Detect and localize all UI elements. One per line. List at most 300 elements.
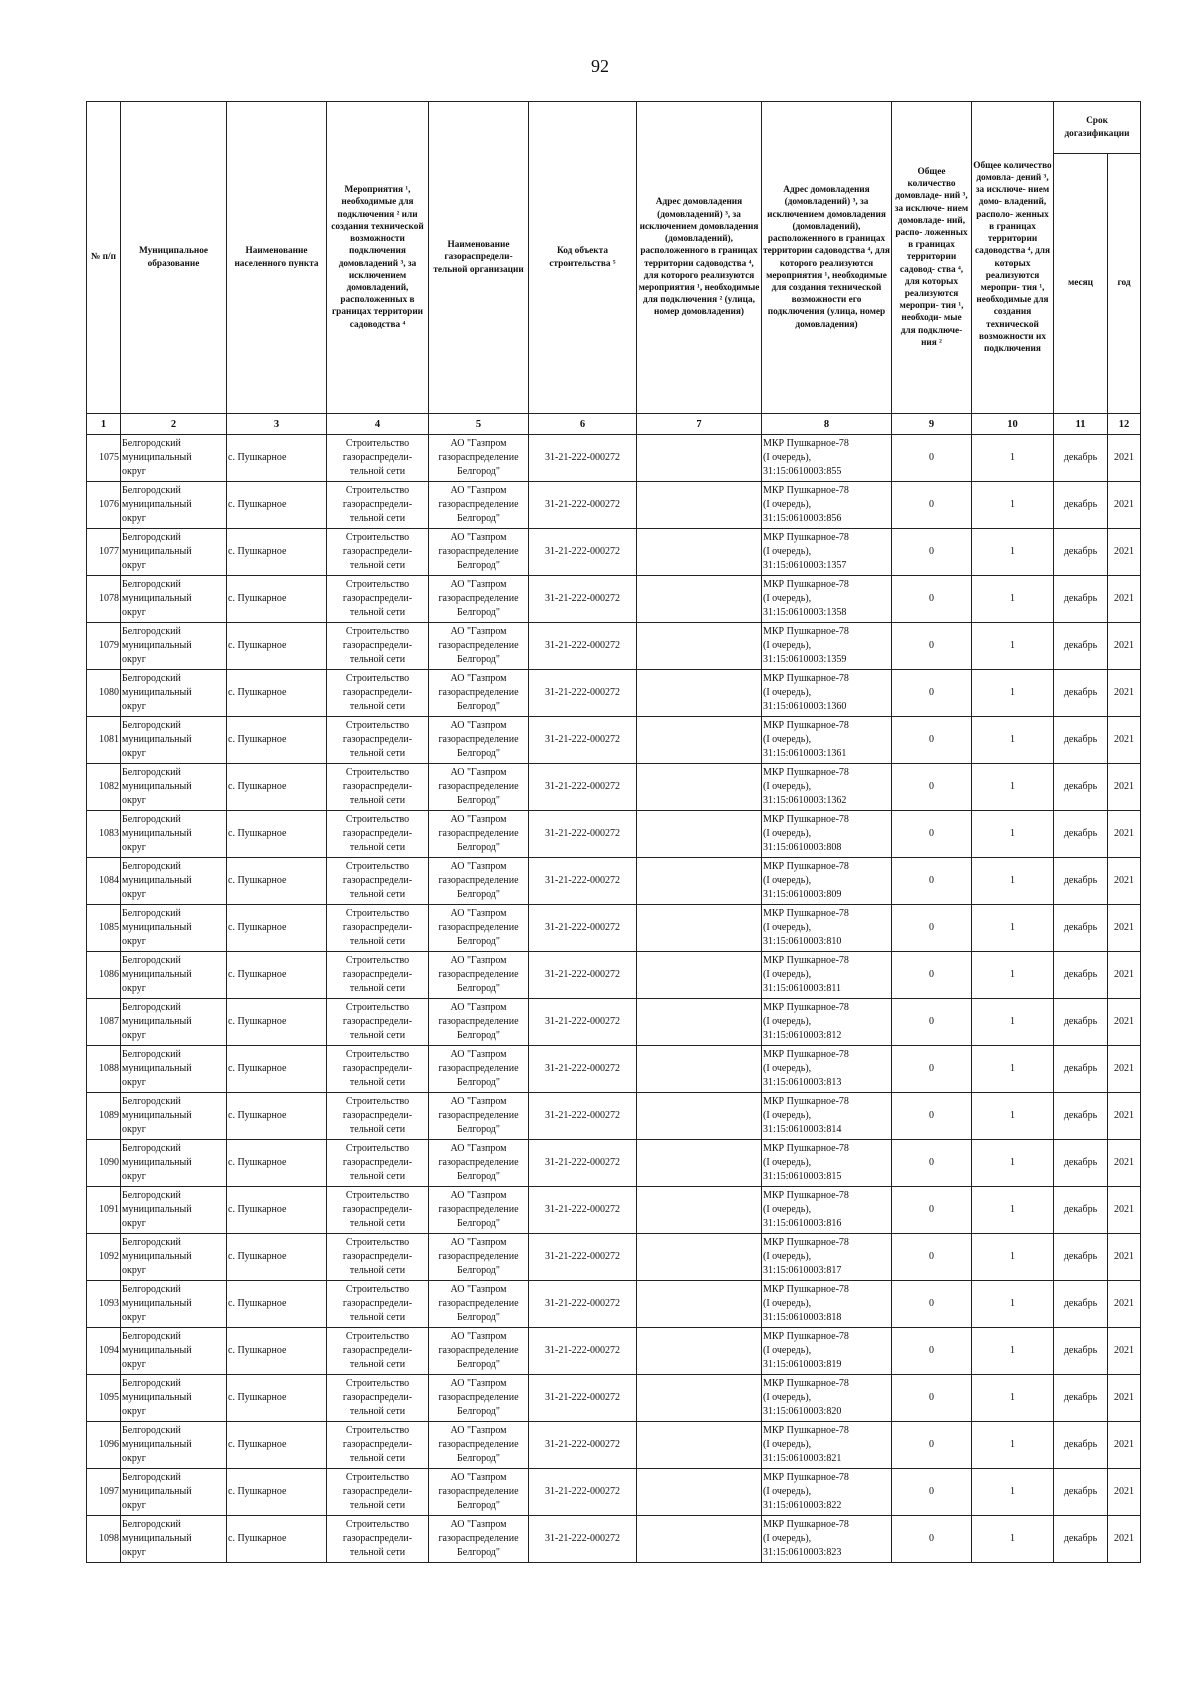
- gas-org-cell-line: АО "Газпром: [450, 1284, 507, 1295]
- year-cell: 2021: [1108, 623, 1141, 670]
- settlement-cell: с. Пушкарное: [227, 435, 327, 482]
- month-cell: декабрь: [1054, 435, 1108, 482]
- gas-org-cell-line: Белгород": [457, 1030, 500, 1041]
- column-number-cell: 4: [327, 414, 429, 435]
- year-cell: 2021: [1108, 764, 1141, 811]
- row-number: 1077: [87, 529, 121, 576]
- gas-org-cell-line: Белгород": [457, 1500, 500, 1511]
- municipality-cell-line: муниципальный: [122, 1157, 192, 1168]
- municipality-cell-line: Белгородский: [122, 438, 181, 449]
- activity-cell-line: тельной сети: [349, 1453, 406, 1464]
- col-header-gas-org: Наименование газораспредели- тельной организации: [429, 102, 529, 414]
- address-connection-cell: [637, 435, 762, 482]
- address-capability-cell-line: МКР Пушкарное-78: [763, 1425, 849, 1436]
- table-row: [87, 764, 1141, 811]
- address-capability-cell-line: 31:15:0610003:814: [763, 1124, 842, 1135]
- municipality-cell-line: муниципальный: [122, 1110, 192, 1121]
- activity-cell-line: тельной сети: [349, 889, 406, 900]
- municipality-cell-line: округ: [122, 1171, 146, 1182]
- address-capability-cell-line: 31:15:0610003:1362: [763, 795, 847, 806]
- gas-org-cell-line: газораспределение: [438, 875, 519, 886]
- object-code-cell: 31-21-222-000272: [529, 576, 637, 623]
- activity-cell-line: газораспредели-: [342, 1110, 413, 1121]
- activity-cell-line: Строительство: [345, 438, 410, 449]
- activity-cell-line: Строительство: [345, 1190, 410, 1201]
- count-capability-cell: 1: [972, 858, 1054, 905]
- municipality-cell: [121, 435, 227, 482]
- municipality-cell: [121, 1422, 227, 1469]
- row-number: 1096: [87, 1422, 121, 1469]
- municipality-cell-line: округ: [122, 889, 146, 900]
- municipality-cell-line: Белгородский: [122, 1472, 181, 1483]
- count-connection-cell: 0: [892, 670, 972, 717]
- municipality-cell: [121, 999, 227, 1046]
- gas-org-cell: [429, 811, 529, 858]
- year-cell: 2021: [1108, 1234, 1141, 1281]
- municipality-cell-line: муниципальный: [122, 1486, 192, 1497]
- column-number-cell: 3: [227, 414, 327, 435]
- object-code-cell: 31-21-222-000272: [529, 482, 637, 529]
- municipality-cell-line: округ: [122, 701, 146, 712]
- address-capability-cell-line: (I очередь),: [763, 1298, 812, 1309]
- month-cell: декабрь: [1054, 1281, 1108, 1328]
- municipality-cell-line: Белгородский: [122, 908, 181, 919]
- gas-org-cell-line: газораспределение: [438, 452, 519, 463]
- activity-cell-line: Строительство: [345, 1049, 410, 1060]
- gas-org-cell-line: газораспределение: [438, 1392, 519, 1403]
- address-capability-cell-line: МКР Пушкарное-78: [763, 1049, 849, 1060]
- gas-org-cell: [429, 764, 529, 811]
- activity-cell-line: тельной сети: [349, 1171, 406, 1182]
- municipality-cell: [121, 576, 227, 623]
- address-capability-cell-line: 31:15:0610003:810: [763, 936, 842, 947]
- municipality-cell-line: Белгородский: [122, 1519, 181, 1530]
- row-number: 1095: [87, 1375, 121, 1422]
- address-connection-cell: [637, 764, 762, 811]
- object-code-cell: 31-21-222-000272: [529, 435, 637, 482]
- address-capability-cell-line: (I очередь),: [763, 1533, 812, 1544]
- activity-cell-line: тельной сети: [349, 795, 406, 806]
- object-code-cell: 31-21-222-000272: [529, 858, 637, 905]
- municipality-cell-line: Белгородский: [122, 1143, 181, 1154]
- table-row: [87, 1093, 1141, 1140]
- col-header-object-code: Код объекта строительства ⁵: [529, 102, 637, 414]
- year-cell: 2021: [1108, 1046, 1141, 1093]
- count-connection-cell: 0: [892, 1234, 972, 1281]
- gas-org-cell-line: газораспределение: [438, 1251, 519, 1262]
- address-capability-cell-line: МКР Пушкарное-78: [763, 1472, 849, 1483]
- table-row: [87, 576, 1141, 623]
- month-cell: декабрь: [1054, 576, 1108, 623]
- gas-org-cell: [429, 1516, 529, 1563]
- municipality-cell: [121, 1093, 227, 1140]
- activity-cell-line: Строительство: [345, 1472, 410, 1483]
- gas-org-cell-line: АО "Газпром: [450, 579, 507, 590]
- table-row: [87, 858, 1141, 905]
- gas-org-cell-line: АО "Газпром: [450, 1519, 507, 1530]
- municipality-cell-line: округ: [122, 513, 146, 524]
- activity-cell-line: тельной сети: [349, 842, 406, 853]
- municipality-cell-line: муниципальный: [122, 593, 192, 604]
- address-capability-cell-line: 31:15:0610003:1359: [763, 654, 847, 665]
- address-capability-cell-line: МКР Пушкарное-78: [763, 485, 849, 496]
- column-number-cell: 11: [1054, 414, 1108, 435]
- activity-cell-line: Строительство: [345, 673, 410, 684]
- address-capability-cell-line: (I очередь),: [763, 734, 812, 745]
- gas-org-cell-line: АО "Газпром: [450, 1331, 507, 1342]
- activity-cell: [327, 1093, 429, 1140]
- address-capability-cell-line: 31:15:0610003:813: [763, 1077, 842, 1088]
- col-header-municipality: Муниципальное образование: [121, 102, 227, 414]
- table-row: [87, 1281, 1141, 1328]
- count-capability-cell: 1: [972, 1281, 1054, 1328]
- address-connection-cell: [637, 1046, 762, 1093]
- municipality-cell-line: муниципальный: [122, 1392, 192, 1403]
- column-number-cell: 1: [87, 414, 121, 435]
- municipality-cell: [121, 1281, 227, 1328]
- address-capability-cell-line: МКР Пушкарное-78: [763, 814, 849, 825]
- address-connection-cell: [637, 1234, 762, 1281]
- count-capability-cell: 1: [972, 1328, 1054, 1375]
- activity-cell-line: тельной сети: [349, 1265, 406, 1276]
- activity-cell-line: тельной сети: [349, 560, 406, 571]
- col-header-activities: Мероприятия ¹, необходимые для подключения ² или создания технической возможности подключения домовладений ³, за исключением домовладений, расположенных в границах территории садоводства ⁴: [327, 102, 429, 414]
- activity-cell-line: тельной сети: [349, 1406, 406, 1417]
- gas-org-cell-line: газораспределение: [438, 593, 519, 604]
- year-cell: 2021: [1108, 1187, 1141, 1234]
- count-connection-cell: 0: [892, 905, 972, 952]
- gas-org-cell: [429, 1046, 529, 1093]
- address-connection-cell: [637, 999, 762, 1046]
- address-capability-cell-line: 31:15:0610003:823: [763, 1547, 842, 1558]
- month-cell: декабрь: [1054, 482, 1108, 529]
- municipality-cell-line: Белгородский: [122, 626, 181, 637]
- gas-org-cell-line: Белгород": [457, 936, 500, 947]
- gas-org-cell-line: АО "Газпром: [450, 1425, 507, 1436]
- address-connection-cell: [637, 1516, 762, 1563]
- municipality-cell-line: округ: [122, 1406, 146, 1417]
- municipality-cell-line: муниципальный: [122, 922, 192, 933]
- count-connection-cell: 0: [892, 1140, 972, 1187]
- address-connection-cell: [637, 1187, 762, 1234]
- year-cell: 2021: [1108, 1469, 1141, 1516]
- gas-org-cell-line: Белгород": [457, 1312, 500, 1323]
- address-capability-cell-line: 31:15:0610003:1358: [763, 607, 847, 618]
- settlement-cell: с. Пушкарное: [227, 1328, 327, 1375]
- address-connection-cell: [637, 529, 762, 576]
- gas-org-cell-line: газораспределение: [438, 969, 519, 980]
- address-capability-cell-line: 31:15:0610003:809: [763, 889, 842, 900]
- gas-org-cell-line: газораспределение: [438, 1486, 519, 1497]
- address-connection-cell: [637, 1375, 762, 1422]
- month-cell: декабрь: [1054, 1469, 1108, 1516]
- address-connection-cell: [637, 482, 762, 529]
- gas-org-cell: [429, 576, 529, 623]
- object-code-cell: 31-21-222-000272: [529, 1375, 637, 1422]
- activity-cell: [327, 670, 429, 717]
- address-capability-cell-line: МКР Пушкарное-78: [763, 1096, 849, 1107]
- address-capability-cell-line: МКР Пушкарное-78: [763, 1002, 849, 1013]
- activity-cell-line: Строительство: [345, 1143, 410, 1154]
- municipality-cell-line: муниципальный: [122, 1204, 192, 1215]
- gas-org-cell-line: газораспределение: [438, 499, 519, 510]
- municipality-cell-line: округ: [122, 1265, 146, 1276]
- address-capability-cell-line: 31:15:0610003:812: [763, 1030, 842, 1041]
- activity-cell-line: тельной сети: [349, 1359, 406, 1370]
- gas-org-cell: [429, 1093, 529, 1140]
- gas-org-cell-line: АО "Газпром: [450, 1096, 507, 1107]
- gas-org-cell-line: Белгород": [457, 889, 500, 900]
- gas-org-cell-line: газораспределение: [438, 734, 519, 745]
- activity-cell-line: газораспредели-: [342, 640, 413, 651]
- settlement-cell: с. Пушкарное: [227, 1422, 327, 1469]
- object-code-cell: 31-21-222-000272: [529, 1469, 637, 1516]
- activity-cell: [327, 482, 429, 529]
- row-number: 1082: [87, 764, 121, 811]
- count-connection-cell: 0: [892, 435, 972, 482]
- address-connection-cell: [637, 1469, 762, 1516]
- address-capability-cell-line: (I очередь),: [763, 1063, 812, 1074]
- municipality-cell: [121, 1375, 227, 1422]
- address-capability-cell: [762, 717, 892, 764]
- activity-cell-line: газораспредели-: [342, 452, 413, 463]
- municipality-cell-line: муниципальный: [122, 1439, 192, 1450]
- object-code-cell: 31-21-222-000272: [529, 529, 637, 576]
- row-number: 1084: [87, 858, 121, 905]
- address-capability-cell-line: (I очередь),: [763, 875, 812, 886]
- month-cell: декабрь: [1054, 670, 1108, 717]
- month-cell: декабрь: [1054, 905, 1108, 952]
- address-capability-cell: [762, 623, 892, 670]
- address-capability-cell-line: 31:15:0610003:808: [763, 842, 842, 853]
- address-capability-cell: [762, 952, 892, 999]
- year-cell: 2021: [1108, 1422, 1141, 1469]
- gas-org-cell-line: газораспределение: [438, 1063, 519, 1074]
- activity-cell-line: газораспредели-: [342, 1486, 413, 1497]
- count-capability-cell: 1: [972, 717, 1054, 764]
- municipality-cell-line: Белгородский: [122, 1049, 181, 1060]
- activity-cell-line: Строительство: [345, 1378, 410, 1389]
- column-number-cell: 9: [892, 414, 972, 435]
- municipality-cell-line: округ: [122, 983, 146, 994]
- col-header-month: месяц: [1054, 154, 1108, 414]
- address-capability-cell-line: (I очередь),: [763, 546, 812, 557]
- gas-org-cell: [429, 1469, 529, 1516]
- activity-cell-line: газораспредели-: [342, 1251, 413, 1262]
- address-capability-cell: [762, 529, 892, 576]
- gas-org-cell-line: Белгород": [457, 983, 500, 994]
- count-connection-cell: 0: [892, 482, 972, 529]
- gas-org-cell: [429, 529, 529, 576]
- activity-cell: [327, 999, 429, 1046]
- settlement-cell: с. Пушкарное: [227, 905, 327, 952]
- activity-cell: [327, 1187, 429, 1234]
- gas-org-cell-line: АО "Газпром: [450, 532, 507, 543]
- address-capability-cell-line: (I очередь),: [763, 922, 812, 933]
- activity-cell-line: Строительство: [345, 1096, 410, 1107]
- gas-org-cell-line: АО "Газпром: [450, 1049, 507, 1060]
- gas-org-cell-line: Белгород": [457, 1453, 500, 1464]
- month-cell: декабрь: [1054, 1234, 1108, 1281]
- address-connection-cell: [637, 905, 762, 952]
- activity-cell-line: тельной сети: [349, 1547, 406, 1558]
- table-row: [87, 999, 1141, 1046]
- address-capability-cell-line: 31:15:0610003:811: [763, 983, 841, 994]
- municipality-cell-line: округ: [122, 748, 146, 759]
- municipality-cell-line: округ: [122, 1359, 146, 1370]
- gas-org-cell-line: АО "Газпром: [450, 861, 507, 872]
- activity-cell-line: тельной сети: [349, 1500, 406, 1511]
- gas-org-cell-line: АО "Газпром: [450, 1378, 507, 1389]
- month-cell: декабрь: [1054, 1422, 1108, 1469]
- table-row: [87, 952, 1141, 999]
- municipality-cell: [121, 764, 227, 811]
- address-capability-cell-line: (I очередь),: [763, 1204, 812, 1215]
- year-cell: 2021: [1108, 811, 1141, 858]
- row-number: 1090: [87, 1140, 121, 1187]
- month-cell: декабрь: [1054, 623, 1108, 670]
- settlement-cell: с. Пушкарное: [227, 670, 327, 717]
- activity-cell: [327, 576, 429, 623]
- gas-org-cell-line: газораспределение: [438, 1298, 519, 1309]
- address-capability-cell-line: (I очередь),: [763, 1486, 812, 1497]
- settlement-cell: с. Пушкарное: [227, 576, 327, 623]
- gas-org-cell-line: Белгород": [457, 795, 500, 806]
- address-capability-cell-line: МКР Пушкарное-78: [763, 720, 849, 731]
- address-capability-cell-line: 31:15:0610003:856: [763, 513, 842, 524]
- activity-cell: [327, 1281, 429, 1328]
- row-number: 1081: [87, 717, 121, 764]
- address-capability-cell: [762, 811, 892, 858]
- table-header: [87, 102, 1141, 435]
- address-capability-cell: [762, 858, 892, 905]
- year-cell: 2021: [1108, 576, 1141, 623]
- count-connection-cell: 0: [892, 1469, 972, 1516]
- activity-cell-line: тельной сети: [349, 936, 406, 947]
- address-capability-cell: [762, 1140, 892, 1187]
- count-connection-cell: 0: [892, 811, 972, 858]
- address-capability-cell: [762, 1046, 892, 1093]
- activity-cell: [327, 1140, 429, 1187]
- municipality-cell-line: округ: [122, 795, 146, 806]
- object-code-cell: 31-21-222-000272: [529, 1046, 637, 1093]
- col-header-term: Срок догазификации: [1054, 102, 1141, 154]
- gas-org-cell-line: АО "Газпром: [450, 1237, 507, 1248]
- count-capability-cell: 1: [972, 576, 1054, 623]
- address-capability-cell-line: 31:15:0610003:1360: [763, 701, 847, 712]
- gas-org-cell-line: газораспределение: [438, 828, 519, 839]
- gas-org-cell-line: Белгород": [457, 560, 500, 571]
- municipality-cell: [121, 811, 227, 858]
- activity-cell-line: газораспредели-: [342, 1345, 413, 1356]
- address-connection-cell: [637, 811, 762, 858]
- count-capability-cell: 1: [972, 1375, 1054, 1422]
- gas-org-cell: [429, 1422, 529, 1469]
- activity-cell-line: Строительство: [345, 814, 410, 825]
- gas-org-cell: [429, 1234, 529, 1281]
- object-code-cell: 31-21-222-000272: [529, 1281, 637, 1328]
- municipality-cell-line: округ: [122, 607, 146, 618]
- municipality-cell: [121, 623, 227, 670]
- activity-cell-line: газораспредели-: [342, 546, 413, 557]
- gas-org-cell-line: АО "Газпром: [450, 908, 507, 919]
- activity-cell-line: тельной сети: [349, 748, 406, 759]
- count-capability-cell: 1: [972, 1046, 1054, 1093]
- address-capability-cell-line: 31:15:0610003:855: [763, 466, 842, 477]
- activity-cell: [327, 1422, 429, 1469]
- row-number: 1080: [87, 670, 121, 717]
- activity-cell-line: Строительство: [345, 1284, 410, 1295]
- address-capability-cell-line: 31:15:0610003:821: [763, 1453, 842, 1464]
- municipality-cell: [121, 1140, 227, 1187]
- gas-org-cell-line: АО "Газпром: [450, 626, 507, 637]
- row-number: 1093: [87, 1281, 121, 1328]
- address-capability-cell: [762, 1375, 892, 1422]
- count-connection-cell: 0: [892, 1375, 972, 1422]
- gas-org-cell-line: газораспределение: [438, 781, 519, 792]
- column-number-cell: 8: [762, 414, 892, 435]
- address-connection-cell: [637, 576, 762, 623]
- year-cell: 2021: [1108, 529, 1141, 576]
- month-cell: декабрь: [1054, 952, 1108, 999]
- gas-org-cell-line: АО "Газпром: [450, 814, 507, 825]
- month-cell: декабрь: [1054, 1140, 1108, 1187]
- gas-org-cell: [429, 1187, 529, 1234]
- address-connection-cell: [637, 1140, 762, 1187]
- address-connection-cell: [637, 717, 762, 764]
- object-code-cell: 31-21-222-000272: [529, 952, 637, 999]
- activity-cell-line: тельной сети: [349, 1218, 406, 1229]
- gas-org-cell-line: АО "Газпром: [450, 767, 507, 778]
- count-connection-cell: 0: [892, 1093, 972, 1140]
- year-cell: 2021: [1108, 999, 1141, 1046]
- address-capability-cell-line: МКР Пушкарное-78: [763, 532, 849, 543]
- count-capability-cell: 1: [972, 1140, 1054, 1187]
- table-row: [87, 811, 1141, 858]
- address-capability-cell-line: 31:15:0610003:815: [763, 1171, 842, 1182]
- col-header-number: № п/п: [87, 102, 121, 414]
- settlement-cell: с. Пушкарное: [227, 717, 327, 764]
- month-cell: декабрь: [1054, 764, 1108, 811]
- gas-org-cell: [429, 905, 529, 952]
- address-connection-cell: [637, 858, 762, 905]
- municipality-cell: [121, 858, 227, 905]
- gas-org-cell: [429, 482, 529, 529]
- gas-org-cell-line: Белгород": [457, 842, 500, 853]
- address-capability-cell-line: МКР Пушкарное-78: [763, 1237, 849, 1248]
- municipality-cell-line: муниципальный: [122, 1063, 192, 1074]
- address-capability-cell-line: (I очередь),: [763, 640, 812, 651]
- object-code-cell: 31-21-222-000272: [529, 764, 637, 811]
- year-cell: 2021: [1108, 1140, 1141, 1187]
- count-connection-cell: 0: [892, 1516, 972, 1563]
- gas-org-cell-line: Белгород": [457, 1171, 500, 1182]
- municipality-cell-line: Белгородский: [122, 1331, 181, 1342]
- municipality-cell-line: муниципальный: [122, 1298, 192, 1309]
- object-code-cell: 31-21-222-000272: [529, 811, 637, 858]
- gas-org-cell-line: Белгород": [457, 654, 500, 665]
- activity-cell-line: Строительство: [345, 720, 410, 731]
- year-cell: 2021: [1108, 952, 1141, 999]
- address-capability-cell-line: МКР Пушкарное-78: [763, 1190, 849, 1201]
- activity-cell-line: газораспредели-: [342, 1392, 413, 1403]
- municipality-cell-line: Белгородский: [122, 1378, 181, 1389]
- municipality-cell-line: муниципальный: [122, 546, 192, 557]
- address-capability-cell-line: МКР Пушкарное-78: [763, 908, 849, 919]
- address-capability-cell-line: МКР Пушкарное-78: [763, 579, 849, 590]
- gas-org-cell-line: АО "Газпром: [450, 438, 507, 449]
- address-connection-cell: [637, 952, 762, 999]
